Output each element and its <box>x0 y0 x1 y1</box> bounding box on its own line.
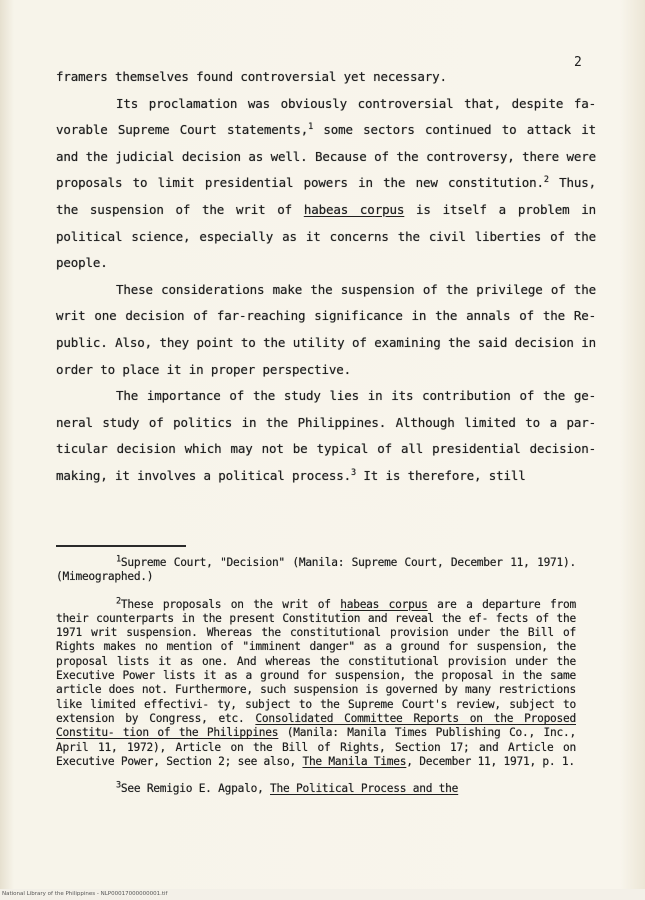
footnote-divider <box>56 545 186 547</box>
footnote-2 <box>56 595 577 770</box>
paragraph-2-text-c: Thus, the suspension of the writ of <box>56 175 596 217</box>
page-number: 2 <box>574 55 583 70</box>
footnote-ref-3: 3 <box>351 467 356 478</box>
paragraph-4-text-a: The importance of the study lies in its contribution of the ge- neral study of politics in the Philippines. Although limited to a par- ticular decision which may not be typical of all presidential decision- making, it involves a political process. <box>56 388 596 483</box>
footnote-3-number: 3 <box>116 780 121 791</box>
paragraph-2 <box>56 91 596 277</box>
underlined-term: habeas corpus <box>303 201 405 217</box>
paragraph-4-text-b: It is therefore, still <box>356 467 526 483</box>
footnote-2-underlined-term: habeas corpus <box>340 597 428 611</box>
footnote-1 <box>56 556 576 585</box>
footnote-2-text-c: (Manila: Manila Times Publishing Co., Inc., April 11, 1972), Article on the Bill of Rights, Section 17; and Article on Executive Power, Section 2; see also, <box>56 726 576 768</box>
footnote-3-book-title: The Political Process and the <box>270 782 459 796</box>
footnote-2-text-b: are a departure from their counterparts in the present Constitution and reveal the ef- fects of the 1971 writ suspension. Whereas the constitutional provision under the Bill of Rights makes no mention of "imminent danger" as a ground for suspension, the proposal lists it as one. And whereas the constitutional provision under the Executive Power lists it as a ground for suspension, the proposal in the same article does not. Furthermore, such suspension is governed by many restrictions like limited effectivi- ty, subject to the Supreme Court's review, subject to extension by Congress, etc. <box>56 597 577 725</box>
footnote-2-number: 2 <box>116 595 121 606</box>
paragraph-2-text-b: some sectors continued to attack it and the judicial decision as well. Because of the controversy, there were proposals to limit presidential powers in the new constitution. <box>56 122 596 191</box>
paragraph-2-text-a: Its proclamation was obviously controversial that, despite fa- vorable Supreme Court statements, <box>56 95 596 138</box>
paragraph-3: These considerations make the suspension of the privilege of the writ one decision of far-reaching significance in the annals of the Re- public. Also, they point to the utility of examining the said decision in order to place it in proper perspective. <box>56 281 596 377</box>
footnote-1-text: Supreme Court, "Decision" (Manila: Supreme Court, December 11, 1971). (Mimeographed.) <box>56 556 576 584</box>
scan-footer: National Library of the Philippines - NLP00017000000001.tif <box>0 889 645 900</box>
footnote-3-text-a: See Remigio E. Agpalo, <box>120 782 271 796</box>
footnotes <box>56 556 576 809</box>
paragraph-2-text-d: is itself a problem in political science, especially as it concerns the civil liberties of the people. <box>56 201 597 271</box>
footnote-3 <box>56 782 576 796</box>
footnote-2-text-a: These proposals on the writ of <box>120 597 341 611</box>
footnote-2-newspaper-title: The Manila Times <box>302 754 407 768</box>
body-text <box>56 64 596 490</box>
footnote-1-number: 1 <box>116 554 121 565</box>
paragraph-1: framers themselves found controversial yet necessary. <box>56 69 447 84</box>
footnote-2-report-title: Consolidated Committee Reports on the Proposed Constitu- tion of the Philippines <box>56 711 576 740</box>
footnote-2-text-d: , December 11, 1971, p. 1. <box>406 754 575 768</box>
footnote-ref-2: 2 <box>543 175 549 186</box>
footnote-ref-1: 1 <box>308 122 314 133</box>
paragraph-4 <box>56 383 596 489</box>
